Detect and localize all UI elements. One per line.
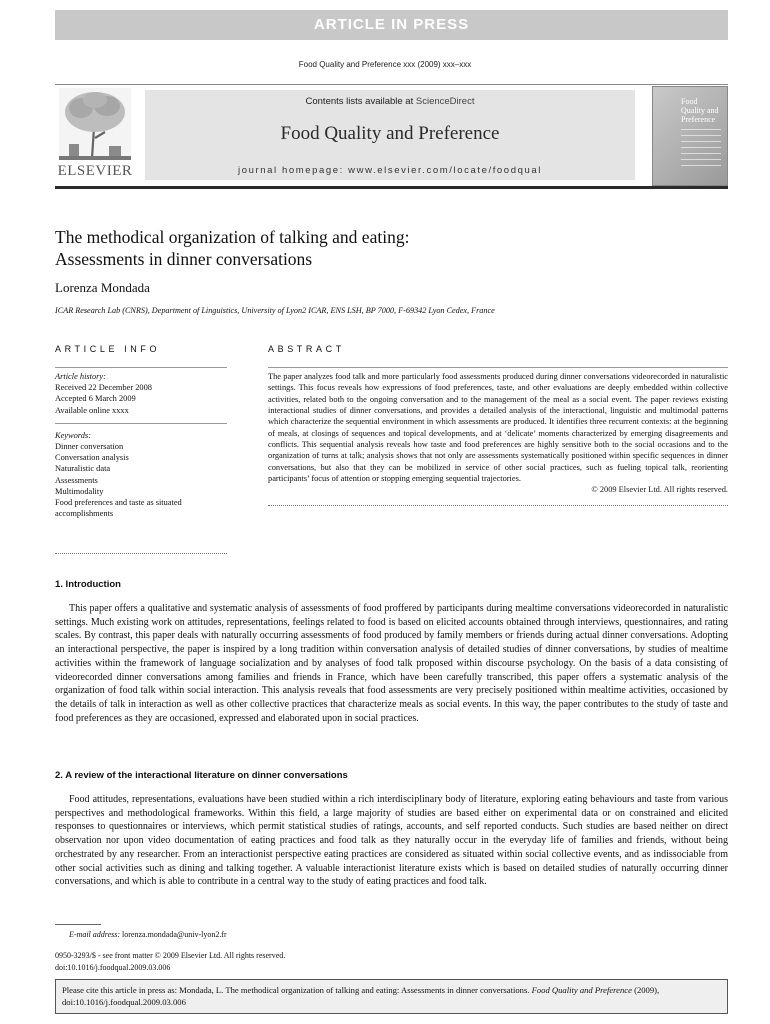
section-heading: 1. Introduction [55,579,121,590]
article-title-line: Assessments in dinner conversations [55,249,313,269]
abstract-end-rule [268,505,728,506]
email-footnote [69,930,227,939]
author-affiliation: ICAR Research Lab (CNRS), Department of Linguistics, University of Lyon2 ICAR, ENS LSH, BP 7000, F-69342 Lyon Cedex, France [55,306,495,315]
history-label: Article history: [55,372,106,381]
journal-homepage[interactable]: journal homepage: www.elsevier.com/locate/foodqual [238,165,542,176]
sciencedirect-link[interactable]: ScienceDirect [415,96,475,107]
abstract-heading: ABSTRACT [268,344,345,354]
publisher-wordmark: ELSEVIER [57,163,133,179]
keyword-item: Multimodality [55,486,104,496]
journal-masthead [55,86,728,186]
citation-box [55,979,728,1014]
history-item: Available online xxxx [55,405,129,415]
copyright-line: © 2009 Elsevier Ltd. All rights reserved. [591,485,728,495]
cover-decoration [681,129,721,171]
issn-line: 0950-3293/$ - see front matter © 2009 Elsevier Ltd. All rights reserved. [55,951,286,960]
footnote-rule [55,924,101,925]
keyword-item: Naturalistic data [55,464,111,474]
email-address[interactable]: lorenza.mondada@univ-lyon2.fr [122,930,227,939]
article-info-column [55,344,227,554]
citation-prefix: Please cite this article in press as: Mondada, L. The methodical organization of talking and eating: Assessments in dinner conversations. [62,985,530,995]
section-introduction [55,579,728,725]
keyword-item: Assessments [55,475,98,485]
journal-cover-thumbnail [652,86,728,186]
abstract-rule [268,367,728,368]
section-paragraph: This paper offers a qualitative and systematic analysis of assessments of food proffered by participants during mealtime conversations videorecorded in naturalistic settings. Much existing work on attitudes, representations, feelings related to food is based on elicited accounts obtained through interviews, questionnaires, and rating scales. By contrast, this paper deals with naturally occurring assessments of food produced by family members or friends during actual dinner conversations. Adopting an interactional perspective, the paper is inspired by a long tradition within conversation analysis of detailed studies of dinner conversations, by studies of mealtime activities within the framework of language socialization and by analyses of food talk proposed within discourse psychology. On the basis of a data consisting of videorecorded dinner conversations among families and friends in France, which have been carefully transcribed, this paper offers a systematic analysis of the organization of food talk within social interaction. This analysis reveals that food assessments are very precisely positioned within mealtime activities, occasioned by the details of talk in interaction as well as other collective practices that characterize meals as social events. In this way, the paper contributes to the study of taste and food preferences as they are occasioned, expressed and elaborated upon in social practices. [55,603,728,724]
keyword-item: Conversation analysis [55,453,129,463]
masthead-rule [55,186,728,189]
history-item: Received 22 December 2008 [55,383,152,393]
cover-title-line: Quality and [681,106,719,115]
keywords-label: Keywords: [55,430,91,440]
article-info-heading: ARTICLE INFO [55,344,161,354]
section-literature-review [55,770,728,889]
section-heading: 2. A review of the interactional literature on dinner conversations [55,770,348,781]
cover-title [681,97,727,124]
article-info-end-rule [55,553,227,554]
article-title-line: The methodical organization of talking and eating: [55,227,410,247]
publisher-logo [55,86,135,186]
article-in-press-banner: ARTICLE IN PRESS [55,10,728,40]
abstract-text: The paper analyzes food talk and more particularly food assessments produced during dinner conversations videorecorded in naturalistic settings. This focus reveals how expressions of food preferences, taste, and other evaluations are deeply embedded within collective activities, related both to the ongoing conversation and to the management of the meal as a social event. The paper reviews existing interactional studies of dinner conversations, and provides a detailed analysis of the interactional, linguistic and multimodal patterns which characterize the sequential environment in which assessments are produced. It identifies three recurrent contexts: at the beginning of meals, at closings of sequences and topical developments, and at ‘delicate’ moments characterized by emerging disagreements and conflicts. This sequential analysis reveals how taste and food preferences are highly sensitive both to the social occasions and to the organization of turns at talk; analysis shows that not only are assessments systematically positioned within specific sequences in dinner conversations, but also that they can be mobilized in service of other social practices, such as fueling topical talk, reorienting participants’ focus of attention or stopping emerging sequential trajectories. [268,372,728,484]
running-head: Food Quality and Preference xxx (2009) xxx–xxx [298,60,472,69]
elsevier-tree-icon [59,88,131,160]
citation-suffix: (2009), doi:10.1016/j.foodqual.2009.03.006 [62,985,660,1007]
article-info-rule [55,367,227,368]
email-label: E-mail address: [69,930,121,939]
history-item: Accepted 6 March 2009 [55,394,136,404]
keyword-item: Dinner conversation [55,442,124,452]
header-rule [55,84,728,85]
cover-title-line: Food [681,97,698,106]
cover-title-line: Preference [681,115,716,124]
contents-line [145,96,635,107]
article-history [55,371,227,416]
section-paragraph: Food attitudes, representations, evaluations have been studied within a rich interdisciplinary body of literature, exploring eating behaviours and taste from various perspectives and methodological frameworks. Within this field, a large majority of studies are based either on experimental data or on constrained and elicited responses to questionnaires or interviews, which permit statistical studies of ratings, accounts, and self reported conducts. Such studies are based neither on direct observation nor upon video documentation of eating practices and food talk as they naturally occur in the everyday life of families and friends, without being orchestrated by any researcher. From an interactionist perspective eating practices are considered as situated within social collective events, and as indissociable from other social activities such as dining and talking together. A valuable interactionist literature exists which is based on detailed studies of naturally occurring dinner conversations, and which is able to contribute in a central way to the study of eating practices and food talk. [55,794,728,888]
article-title [55,226,728,270]
keyword-item: Food preferences and taste as situated accomplishments [55,498,182,519]
citation-journal: Food Quality and Preference [531,985,632,995]
keywords-block [55,430,227,520]
abstract-column [268,344,728,506]
journal-banner-box [145,90,635,180]
article-info-divider [55,423,227,424]
contents-prefix: Contents lists available at [305,96,414,107]
journal-title: Food Quality and Preference [280,123,500,144]
author-name: Lorenza Mondada [55,280,150,295]
doi-line[interactable]: doi:10.1016/j.foodqual.2009.03.006 [55,963,171,972]
